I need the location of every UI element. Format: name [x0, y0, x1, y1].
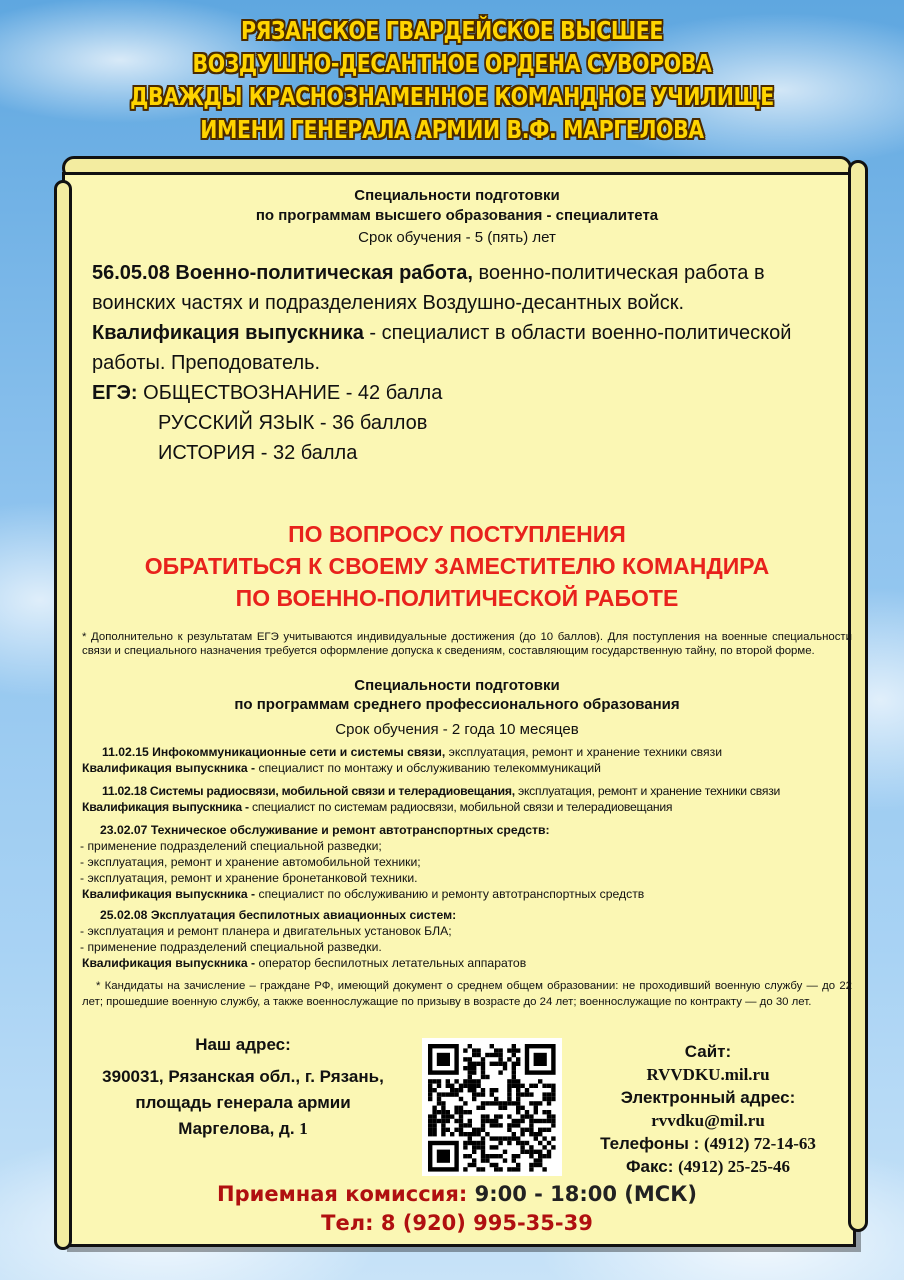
ege-item-3: ИСТОРИЯ - 32 балла	[158, 442, 358, 464]
section2-title	[62, 676, 852, 714]
spec-item-4-bullet-2: - применение подразделений специальной разведки.	[80, 940, 382, 954]
spec-item-2-qual: специалист по системам радиосвязи, мобильной связи и телерадиовещания	[248, 800, 673, 814]
header-title	[0, 14, 904, 146]
phones-row	[578, 1132, 838, 1155]
spec-item-1-qual-label: Квалификация выпускника -	[82, 761, 256, 775]
appeal-line-1: ПО ВОПРОСУ ПОСТУПЛЕНИЯ	[288, 521, 626, 547]
spec-item-1-desc: эксплуатация, ремонт и хранение техники связи	[445, 745, 723, 759]
ege-label: ЕГЭ:	[92, 382, 138, 404]
spec-item-4-qual: оператор беспилотных летательных аппаратов	[255, 956, 527, 970]
spec-item-1-qual: специалист по монтажу и обслуживанию телекоммуникаций	[255, 761, 601, 775]
spec-description: военно-политическая работа в воинских частях и подразделениях Воздушно-десантных войск.	[92, 262, 765, 314]
fax-label: Факс:	[625, 1157, 674, 1176]
spec-item-2	[82, 783, 852, 815]
commission-label: Приемная комиссия:	[217, 1182, 468, 1206]
commission-tel[interactable]: 8 (920) 995-35-39	[380, 1211, 593, 1235]
section2-duration: Срок обучения - 2 года 10 месяцев	[335, 721, 579, 738]
spec-item-4-qual-label: Квалификация выпускника -	[82, 956, 256, 970]
section2-title-line2: по программам среднего профессионального образования	[234, 696, 680, 713]
spec-item-3-title: 23.02.07 Техническое обслуживание и ремонт автотранспортных средств:	[100, 823, 550, 837]
header-line-2: ВОЗДУШНО-ДЕСАНТНОЕ ОРДЕНА СУВОРОВА	[192, 49, 712, 78]
admission-commission	[62, 1180, 852, 1238]
spec-item-1-title: 11.02.15 Инфокоммуникационные сети и системы связи,	[102, 745, 446, 759]
ege-item-1: ОБЩЕСТВОЗНАНИЕ - 42 балла	[143, 382, 443, 404]
appeal-line-2: ОБРАТИТЬСЯ К СВОЕМУ ЗАМЕСТИТЕЛЮ КОМАНДИРА	[144, 553, 770, 579]
address-block	[68, 1032, 418, 1142]
spec-item-2-title: 11.02.18 Системы радиосвязи, мобильной связи и телерадиовещания,	[102, 784, 515, 798]
qr-code-icon[interactable]	[422, 1038, 562, 1176]
spec-item-3	[80, 822, 850, 902]
email-label: Электронный адрес:	[620, 1088, 796, 1107]
spec-item-1	[82, 744, 852, 776]
commission-tel-row	[62, 1209, 852, 1238]
site-label: Сайт:	[684, 1042, 732, 1061]
address-line-3-wrap	[68, 1116, 418, 1142]
spec-item-4-bullet-1: - эксплуатация и ремонт планера и двигательных установок БЛА;	[80, 924, 452, 938]
commission-hours: 9:00 - 18:00 (МСК)	[474, 1182, 697, 1206]
ege-item-2: РУССКИЙ ЯЗЫК - 36 баллов	[158, 412, 428, 434]
spec-item-3-qual: специалист по обслуживанию и ремонту автотранспортных средств	[255, 887, 645, 901]
spec-item-3-qual-label: Квалификация выпускника -	[82, 887, 256, 901]
address-house: 1	[299, 1119, 308, 1138]
qr-code-graphic	[422, 1038, 562, 1176]
appeal-line-3: ПО ВОЕННО-ПОЛИТИЧЕСКОЙ РАБОТЕ	[235, 585, 679, 611]
qualification-paragraph	[92, 318, 842, 378]
footnote-ege: * Дополнительно к результатам ЕГЭ учитываются индивидуальные достижения (до 10 баллов). Для поступления на военные специальности связи и специального назначения требуется оформление допуска к сведениям, составляющим государственную тайну, по второй форме.	[82, 631, 852, 657]
site-link[interactable]: RVVDKU.mil.ru	[646, 1065, 770, 1084]
spec-item-3-bullet-3: - эксплуатация, ремонт и хранение бронетанковой техники.	[80, 871, 418, 885]
spec-item-2-qual-label: Квалификация выпускника -	[82, 800, 249, 814]
qualification-label: Квалификация выпускника	[92, 322, 364, 344]
qualification-description: - специалист в области военно-политической работы. Преподователь.	[92, 322, 792, 374]
address-label: Наш адрес:	[195, 1035, 291, 1054]
address-line-2: площадь генерала армии	[135, 1093, 351, 1112]
footnote-candidates: * Кандидаты на зачисление – граждане РФ, имеющий документ о среднем общем образовании: не проходивший военную службу — до 22 лет; прошедшие военную службу, а также военнослужащие по призыву в возрасте до 24 лет; военнослужащие по контракту — до 30 лет.	[82, 980, 852, 1008]
spec-item-3-bullet-1: - применение подразделений специальной разведки;	[80, 839, 382, 853]
address-line-1: 390031, Рязанская обл., г. Рязань,	[102, 1067, 384, 1086]
spec-paragraph	[92, 258, 842, 318]
ege-block	[92, 378, 842, 468]
spec-item-4-title: 25.02.08 Эксплуатация беспилотных авиационных систем:	[100, 908, 457, 922]
fax-row	[578, 1155, 838, 1178]
header-line-3: ДВАЖДЫ КРАСНОЗНАМЕННОЕ КОМАНДНОЕ УЧИЛИЩЕ	[130, 82, 774, 111]
header-line-1: РЯЗАНСКОЕ ГВАРДЕЙСКОЕ ВЫСШЕЕ	[241, 16, 663, 45]
spec-item-3-bullet-2: - эксплуатация, ремонт и хранение автомобильной техники;	[80, 855, 421, 869]
section1-title	[62, 186, 852, 226]
fax-value: (4912) 25-25-46	[678, 1157, 790, 1176]
commission-hours-row	[62, 1180, 852, 1209]
spec-item-2-desc: эксплуатация, ремонт и хранение техники связи	[514, 784, 781, 798]
email-link[interactable]: rvvdku@mil.ru	[651, 1111, 765, 1130]
section1-main-spec	[92, 258, 842, 468]
section2-title-line1: Специальности подготовки	[354, 677, 560, 694]
phones-label: Телефоны :	[600, 1134, 700, 1153]
section1-title-line1: Специальности подготовки	[354, 187, 560, 204]
address-line-3: Маргелова, д.	[178, 1119, 295, 1138]
section1-title-line2: по программам высшего образования - специалитета	[255, 207, 659, 224]
phones-value[interactable]: (4912) 72-14-63	[704, 1134, 816, 1153]
spec-item-4	[80, 907, 850, 971]
commission-tel-label: Тел:	[321, 1211, 374, 1235]
section1-duration: Срок обучения - 5 (пять) лет	[358, 229, 556, 246]
contacts-block	[578, 1040, 838, 1178]
admission-appeal	[62, 518, 852, 614]
spec-code-title: 56.05.08 Военно-политическая работа,	[92, 262, 473, 284]
header-line-4: ИМЕНИ ГЕНЕРАЛА АРМИИ В.Ф. МАРГЕЛОВА	[200, 115, 704, 144]
